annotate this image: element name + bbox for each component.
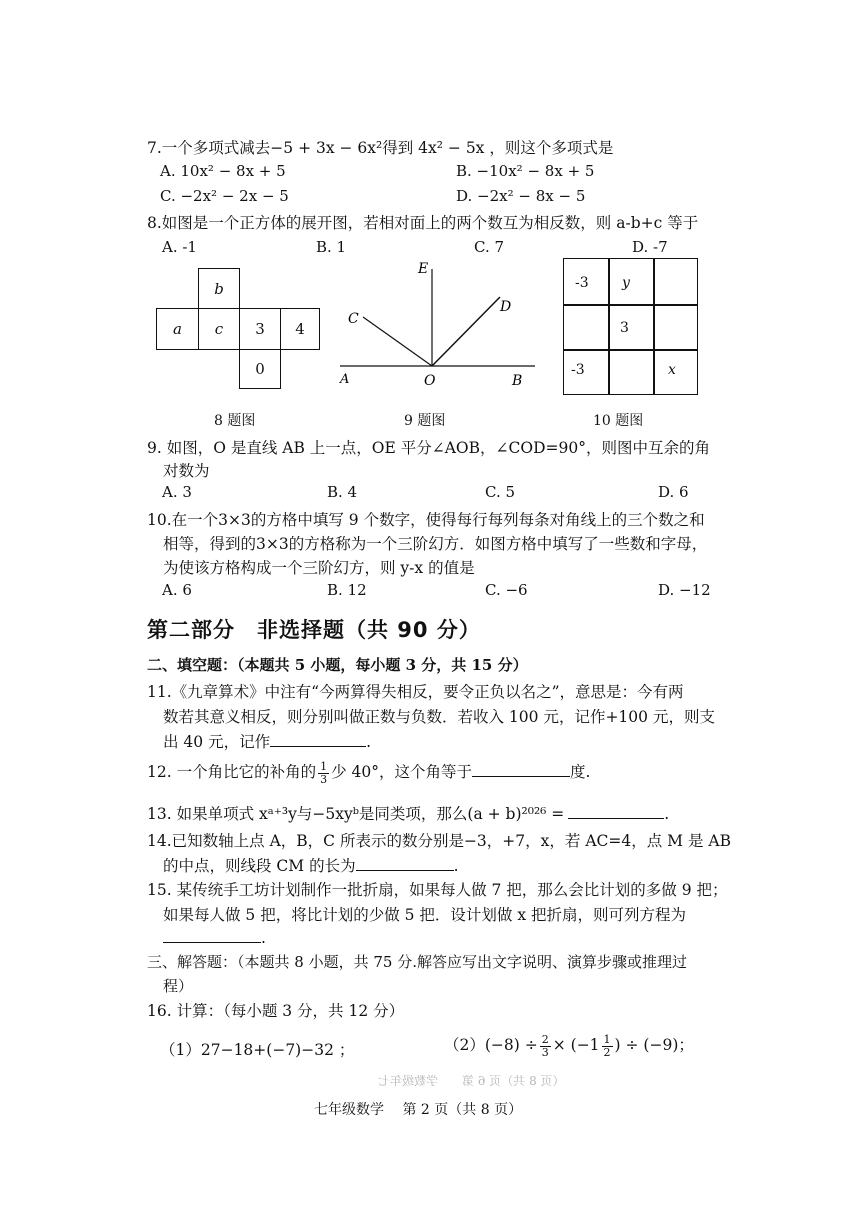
q15-line-3: [163, 928, 266, 947]
q12-post: 度.: [569, 763, 591, 781]
figure-8-caption: 8 题图: [214, 413, 256, 429]
net-cell-4: 4: [280, 308, 320, 350]
q12-answer-blank[interactable]: [472, 762, 570, 777]
q9-option-b: B. 4: [327, 483, 358, 501]
q15-line-1: 15. 某传统手工坊计划制作一批折扇，如果每人做 7 把，那么会比计划的多做 9 把；: [147, 881, 728, 899]
magic-cell-r2c2: 3: [620, 320, 629, 336]
q7-option-c: C. −2x² − 2x − 5: [160, 187, 289, 205]
q16-p2-frac-2: [602, 1034, 613, 1059]
q14-line-1: 14.已知数轴上点 A，B，C 所表示的数分别是−3，+7，x，若 AC=4，点 M 是 AB: [147, 832, 731, 850]
ray-oc: [363, 317, 432, 366]
q10-option-b: B. 12: [327, 581, 367, 599]
q10-option-d: D. −12: [658, 581, 711, 599]
q14-answer-blank[interactable]: [356, 856, 454, 871]
answer-section-heading: 三、解答题：（本题共 8 小题，共 75 分.解答应写出文字说明、演算步骤或推理过: [147, 953, 687, 971]
q8-option-b: B. 1: [316, 238, 347, 256]
q14-period: .: [453, 857, 459, 875]
q11-period: .: [366, 733, 372, 751]
q10-line-1: 10.在一个3×3的方格中填写 9 个数字，使得每行每列每条对角线上的三个数之和: [147, 511, 705, 529]
q8-option-a: A. -1: [162, 238, 197, 256]
q9-option-d: D. 6: [658, 483, 689, 501]
q11-line-2: 数若其意义相反，则分别叫做正数与负数．若收入 100 元，记作+100 元，则支: [163, 708, 715, 726]
figure-9-caption: 9 题图: [404, 413, 446, 429]
q15-answer-blank[interactable]: [163, 928, 261, 943]
q12-pre: 12. 一个角比它的补角的: [147, 763, 317, 781]
q7-stem: 7.一个多项式减去−5 + 3x − 6x²得到 4x² − 5x ，则这个多项式是: [147, 139, 614, 157]
magic-cell-r1c1: -3: [575, 275, 589, 291]
q12-mid: 少 40°，这个角等于: [331, 763, 472, 781]
q7-option-d: D. −2x² − 8x − 5: [456, 187, 586, 205]
net-cell-3: 3: [239, 308, 281, 350]
label-e: E: [418, 261, 429, 277]
q11-line-3-text: 出 40 元，记作: [163, 733, 271, 751]
label-c: C: [348, 311, 359, 327]
answer-section-heading-cont: 程）: [163, 977, 194, 995]
q13-answer-blank[interactable]: [568, 804, 664, 819]
q16-p2-frac-1: [540, 1034, 551, 1059]
net-cell-c: c: [198, 308, 240, 350]
q8-option-d: D. -7: [632, 238, 668, 256]
q12-line: [147, 760, 590, 786]
magic-cell-r1c2: y: [622, 275, 630, 291]
q8-option-c: C. 7: [474, 238, 505, 256]
magic-cell-r3c1: -3: [571, 362, 585, 378]
page-footer: 七年级数学 第 2 页（共 8 页）: [314, 1102, 523, 1118]
ray-od: [432, 297, 500, 366]
q15-period: .: [261, 929, 266, 947]
q11-line-1: 11.《九章算术》中注有“今两算得失相反，要令正负以名之”，意思是：今有两: [147, 683, 684, 701]
q13-line: [147, 802, 669, 824]
q11-answer-blank[interactable]: [270, 732, 366, 747]
q16-part-2: [444, 1033, 694, 1059]
q13-pre: 13. 如果单项式 xᵃ⁺³y与−5xyᵇ是同类项，那么(a + b)²⁰²⁶ =: [147, 805, 565, 823]
q16-title: 16. 计算：（每小题 3 分，共 12 分）: [147, 1002, 405, 1020]
fill-section-heading: 二、填空题：（本题共 5 小题，每小题 3 分，共 15 分）: [147, 656, 528, 674]
q7-option-b: B. −10x² − 8x + 5: [456, 162, 595, 180]
q16-p2-frac-1-den: 3: [541, 1045, 549, 1059]
q12-fraction: [318, 761, 329, 786]
q10-option-c: C. −6: [485, 581, 528, 599]
net-cell-0: 0: [239, 349, 281, 389]
figure-10-caption: 10 题图: [593, 413, 644, 429]
label-d: D: [500, 299, 512, 315]
label-o: O: [424, 373, 436, 389]
q9-line-1: 9. 如图，O 是直线 AB 上一点，OE 平分∠AOB，∠COD=90°，则图中互余的角: [147, 439, 710, 457]
label-b: B: [512, 373, 523, 389]
q7-option-a: A. 10x² − 8x + 5: [160, 162, 286, 180]
q16-p2-a: （2）(−8) ÷: [444, 1036, 538, 1054]
q16-p2-frac-1-num: 2: [541, 1032, 549, 1046]
q9-line-2: 对数为: [163, 462, 210, 480]
q11-line-3: [163, 730, 371, 752]
angle-figure: [330, 255, 550, 395]
q16-p2-b: × (−1: [552, 1036, 600, 1054]
part-two-title: 第二部分 非选择题（共 90 分）: [147, 618, 481, 642]
q12-frac-den: 3: [320, 772, 328, 786]
bleed-through-text: （页 8 共）页 6 第 学数级年七: [378, 1074, 565, 1088]
q10-option-a: A. 6: [162, 581, 192, 599]
q16-part-1: （1）27−18+(−7)−32 ；: [160, 1041, 355, 1059]
q12-frac-num: 1: [320, 759, 328, 773]
q15-line-2: 如果每人做 5 把，将比计划的少做 5 把．设计划做 x 把折扇，则可列方程为: [163, 906, 687, 924]
magic-cell-r3c3: x: [668, 362, 676, 378]
net-cell-a: a: [156, 308, 199, 350]
q16-p2-frac-2-num: 1: [603, 1032, 611, 1046]
q16-p2-c: ) ÷ (−9)；: [614, 1036, 694, 1054]
q8-stem: 8.如图是一个正方体的展开图，若相对面上的两个数互为相反数，则 a-b+c 等于: [147, 214, 699, 232]
q14-line-2-text: 的中点，则线段 CM 的长为: [163, 857, 356, 875]
q16-p2-frac-2-den: 2: [603, 1045, 611, 1059]
q10-line-2: 相等，得到的3×3的方格称为一个三阶幻方．如图方格中填写了一些数和字母，: [163, 535, 708, 553]
q14-line-2: [163, 854, 459, 876]
q9-option-a: A. 3: [162, 483, 192, 501]
q13-post: .: [664, 805, 670, 823]
q10-line-3: 为使该方格构成一个三阶幻方，则 y-x 的值是: [163, 559, 475, 577]
label-a: A: [340, 372, 350, 387]
net-cell-b: b: [198, 268, 240, 309]
q9-option-c: C. 5: [485, 483, 516, 501]
